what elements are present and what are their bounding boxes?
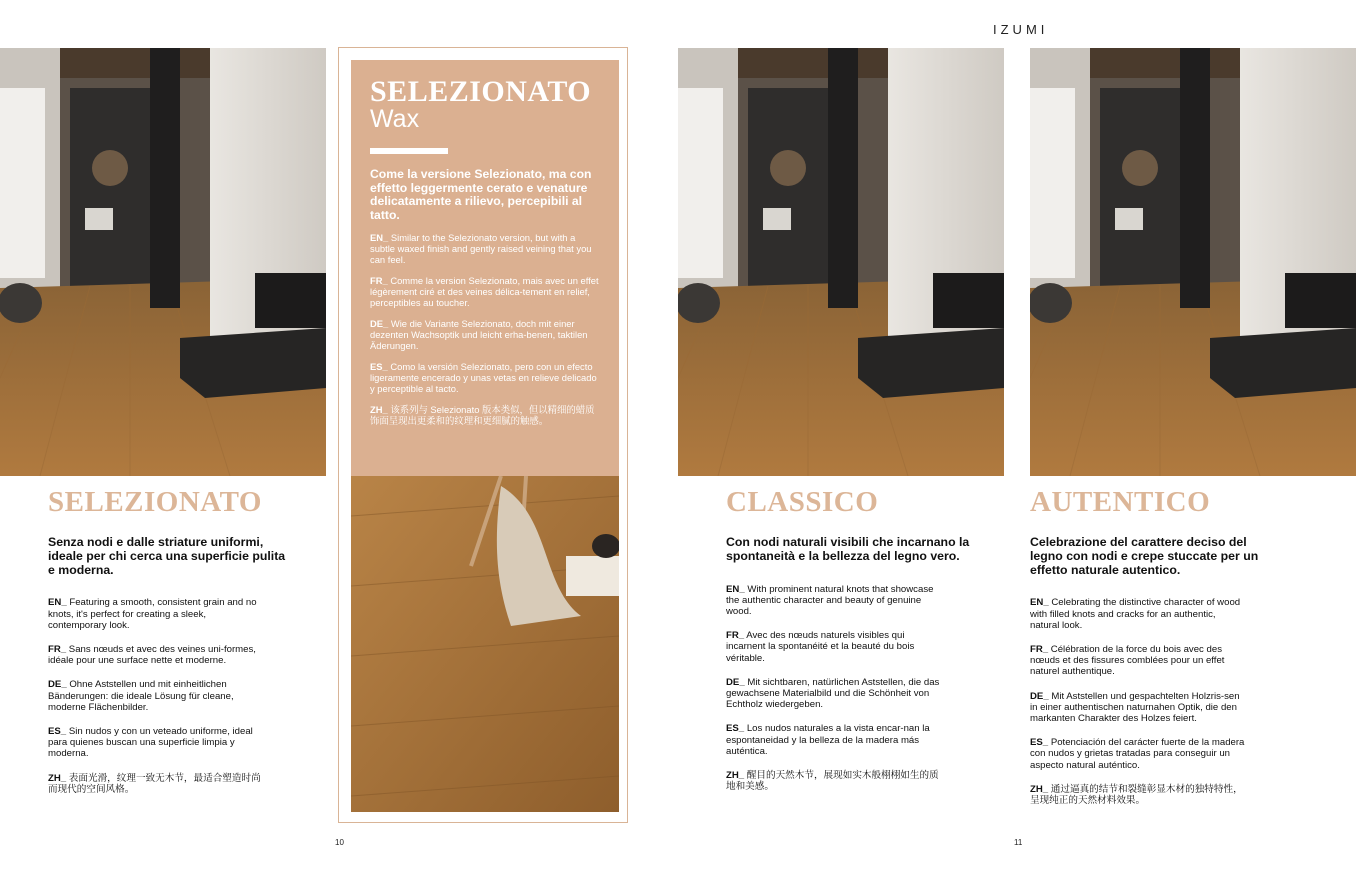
column-paragraph-de: DE_ Mit sichtbaren, natürlichen Aststellen, die das gewachsene Materialbild und die Schönheit von Echtholz wiedergeben.	[726, 676, 940, 711]
page-number-left: 10	[335, 838, 344, 847]
column-paragraph-es: ES_ Los nudos naturales a la vista encar-nan la espontaneidad y la belleza de la madera más auténtica.	[726, 723, 930, 757]
column-paragraph-zh: ZH_ 通过逼真的结节和裂缝彰显木材的独特特性，呈现纯正的天然材料效果。	[1030, 783, 1243, 807]
column-lead: Senza nodi e dalle striature uniformi, ideale per chi cerca una superficie pulita e moderna.	[48, 535, 286, 577]
room-photo-classico	[678, 48, 1004, 476]
column-lead: Celebrazione del carattere deciso del legno con nodi e crepe stuccate per un effetto naturale autentico.	[1030, 535, 1259, 577]
column-autentico	[1030, 486, 1300, 819]
column-classico	[726, 486, 996, 805]
column-paragraph-fr: FR_ Célébration de la force du bois avec des nœuds et des fissures comblées pour un effet naturel authentique.	[1030, 644, 1225, 678]
wax-panel	[351, 60, 619, 476]
room-photo-autentico	[1030, 48, 1356, 476]
room-photo-selezionato	[0, 48, 326, 476]
wax-paragraph-fr: FR_ Comme la version Selezionato, mais avec un effet légèrement ciré et des veines délica-tement en relief, perceptibles au toucher.	[370, 275, 599, 308]
column-lead: Con nodi naturali visibili che incarnano la spontaneità e la bellezza del legno vero.	[726, 535, 970, 563]
wax-paragraph-de: DE_ Wie die Variante Selezionato, doch mit einer dezenten Wachsoptik und leicht erha-benen, taktilen Äderungen.	[370, 318, 588, 351]
wax-paragraph-es: ES_ Como la versión Selezionato, pero con un efecto ligeramente encerado y unas vetas en relieve delicado y perceptible al tacto.	[370, 361, 597, 394]
column-paragraph-en: EN_ Featuring a smooth, consistent grain and no knots, it's perfect for creating a sleek, contemporary look.	[48, 597, 257, 631]
column-paragraph-zh: ZH_ 表面光滑，纹理一致无木节，最适合塑造时尚而现代的空间风格。	[48, 772, 261, 795]
wax-title: SELEZIONATO	[370, 75, 592, 108]
column-title: SELEZIONATO	[48, 486, 262, 518]
column-paragraph-fr: FR_ Sans nœuds et avec des veines uni-formes, idéale pour une surface nette et moderne.	[48, 644, 256, 667]
wax-subtitle: Wax	[370, 105, 420, 133]
column-paragraph-en: EN_ With prominent natural knots that showcase the authentic character and beauty of genuine wood.	[726, 583, 934, 617]
column-paragraph-de: DE_ Mit Aststellen und gespachtelten Holzris-sen in einer authentischen naturnahen Optik, die den markanten Charakter des Holzes feiert.	[1030, 690, 1240, 725]
column-selezionato	[48, 486, 318, 808]
column-paragraph-es: ES_ Sin nudos y con un veteado uniforme, ideal para quienes buscan una superficie limpia y moderna.	[48, 726, 253, 760]
wax-divider	[370, 148, 448, 154]
column-title: CLASSICO	[726, 486, 879, 518]
column-paragraph-en: EN_ Celebrating the distinctive character of wood with filled knots and cracks for an authentic, natural look.	[1030, 597, 1241, 631]
wax-paragraph-en: EN_ Similar to the Selezionato version, but with a subtle waxed finish and gently raised veining that you can feel.	[370, 232, 592, 265]
column-title: AUTENTICO	[1030, 486, 1211, 518]
column-paragraph-de: DE_ Ohne Aststellen und mit einheitlichen Bänderungen: die ideale Lösung für cleane, moderne Flächenbilder.	[48, 679, 234, 713]
brand-logo: IZUMI	[993, 22, 1049, 37]
wax-lead: Come la versione Selezionato, ma con effetto leggermente cerato e venature delicatamente a rilievo, percepibili al tatto.	[370, 167, 592, 222]
page-number-right: 11	[1014, 838, 1023, 847]
column-paragraph-fr: FR_ Avec des nœuds naturels visibles qui incarnent la spontanéité et la beauté du bois véritable.	[726, 630, 915, 664]
wax-floor-photo	[351, 476, 619, 812]
column-paragraph-zh: ZH_ 醒目的天然木节，展现如实木般栩栩如生的质地和美感。	[726, 770, 939, 793]
column-paragraph-es: ES_ Potenciación del carácter fuerte de la madera con nudos y grietas tratadas para conseguir un aspecto natural auténtico.	[1030, 737, 1245, 771]
wax-paragraph-zh: ZH_ 该系列与 Selezionato 版本类似，但以精细的蜡质饰面呈现出更柔和的纹理和更细腻的触感。	[370, 404, 595, 426]
